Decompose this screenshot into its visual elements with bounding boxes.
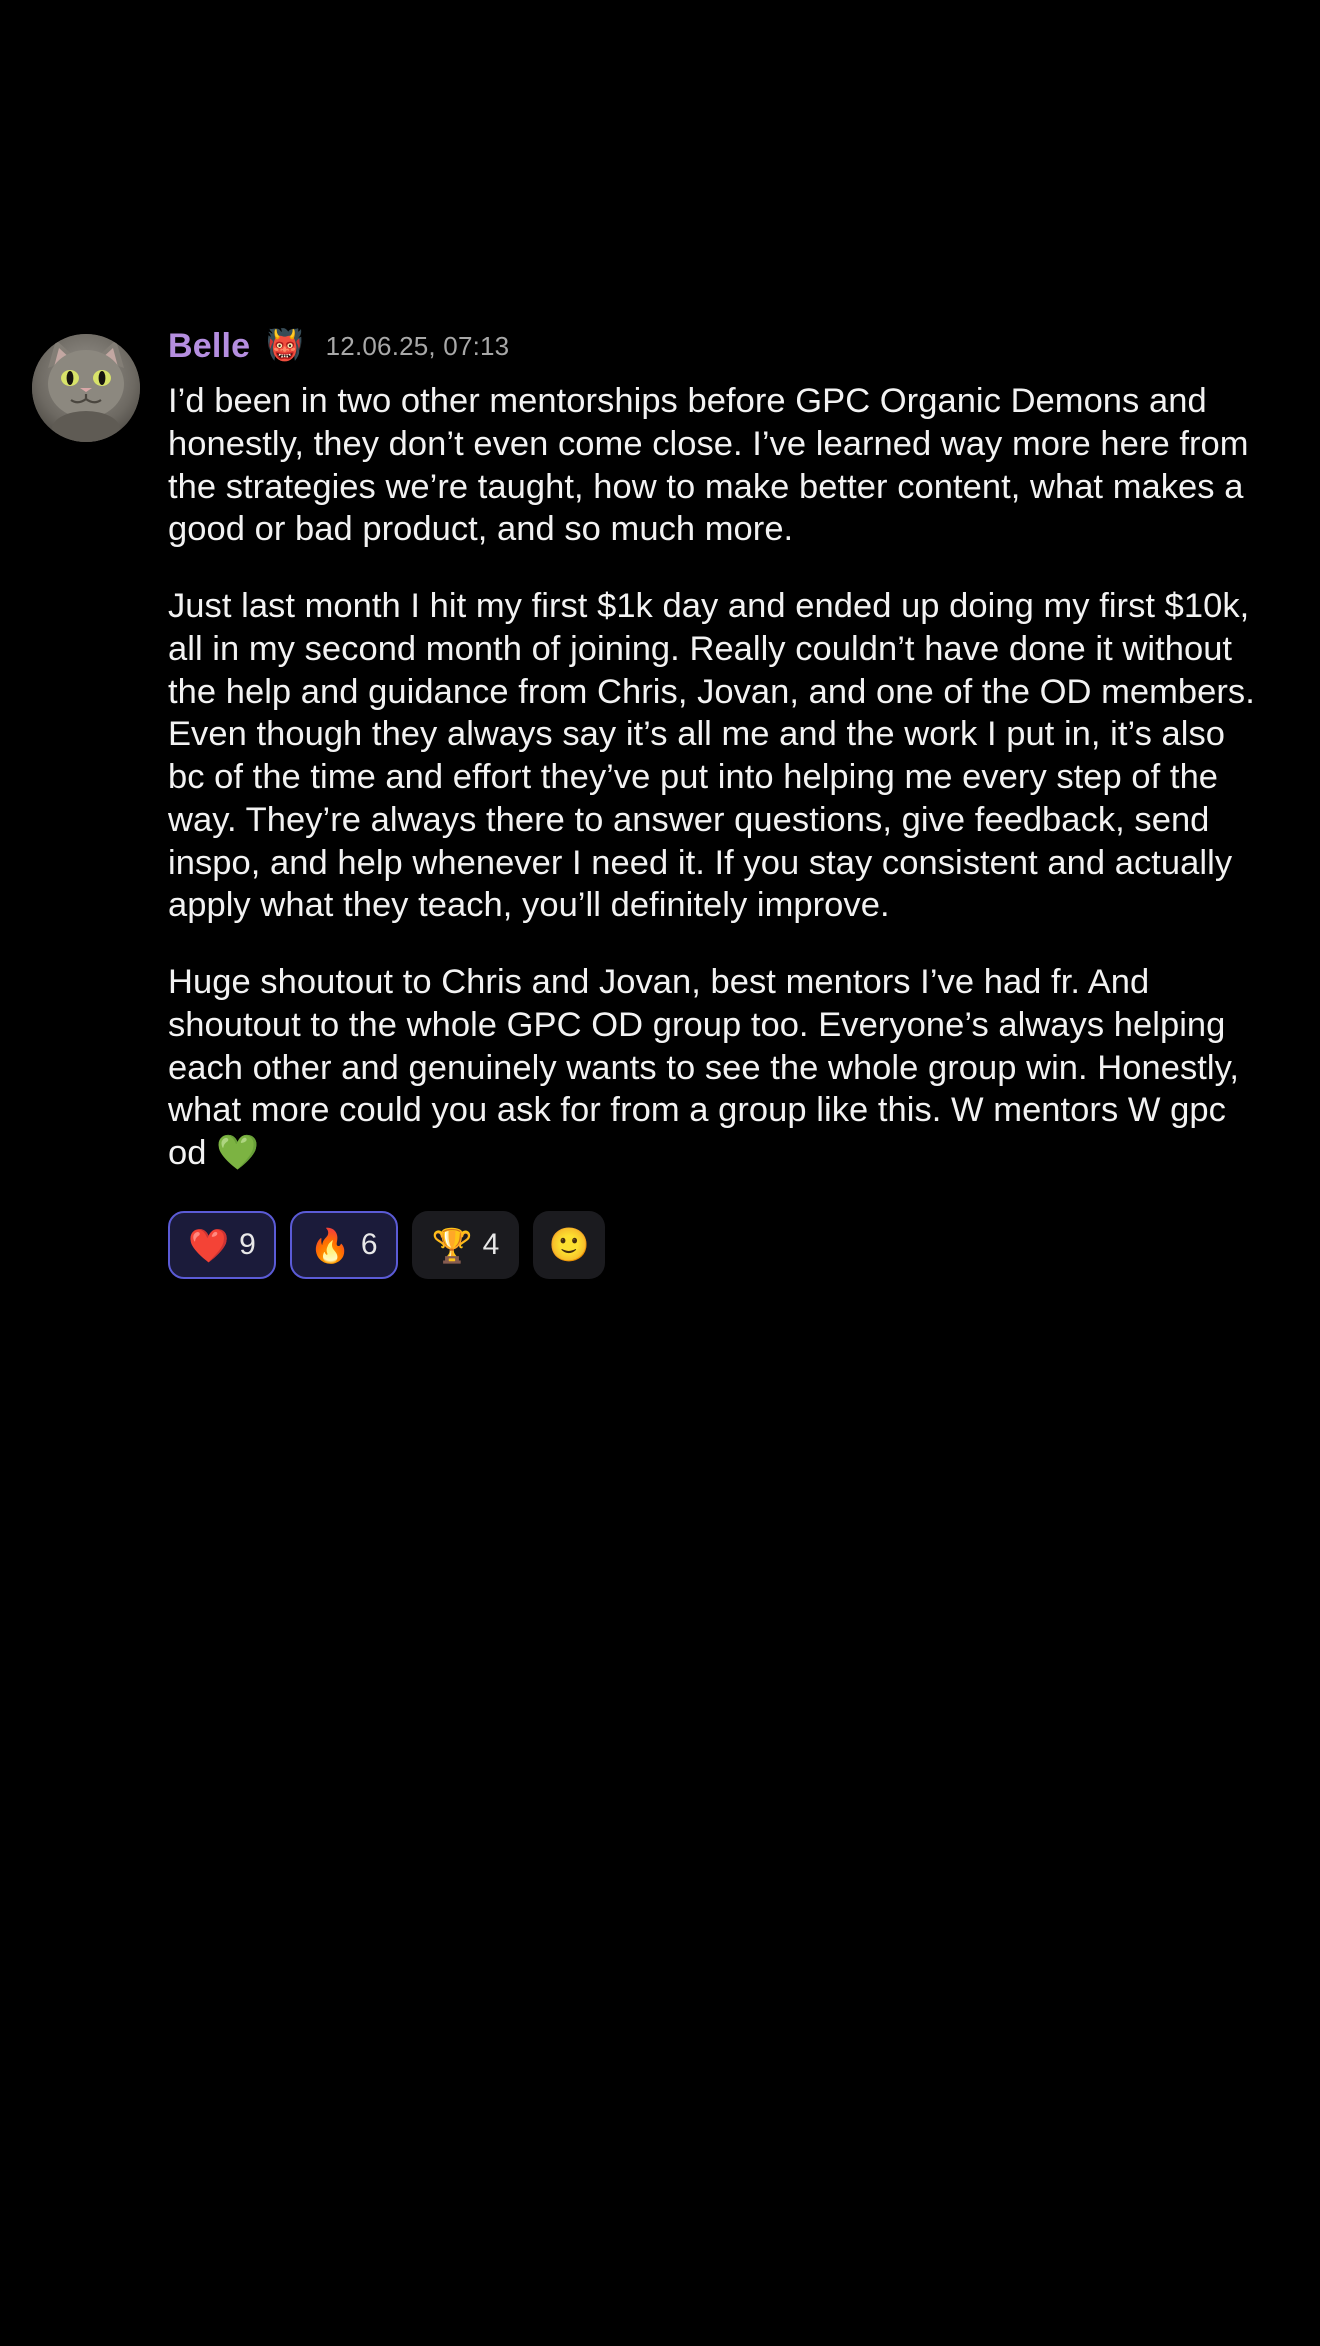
reaction-fire[interactable]: [290, 1211, 398, 1279]
avatar[interactable]: [32, 334, 140, 442]
reaction-heart[interactable]: [168, 1211, 276, 1279]
message-text: [168, 380, 1258, 1175]
demon-emoji-icon: 👹: [266, 329, 304, 362]
smiley-face-icon: 🙂: [548, 1225, 590, 1263]
message-paragraph: Just last month I hit my first $1k day and ended up doing my first $10k, all in my second month of joining. Really couldn’t have done it without the help and guidance from Chris, Jovan, and one of the OD members. Even though they always say it’s all me and the work I put in, it’s also bc of the time and effort they’ve put into helping me every step of the way. They’re always there to answer questions, give feedback, send inspo, and help whenever I need it. If you stay consistent and actually apply what they teach, you’ll definitely improve.: [168, 587, 1255, 925]
cat-avatar-image: [32, 334, 140, 442]
reaction-bar: [168, 1211, 1258, 1279]
message-timestamp: 12.06.25, 07:13: [325, 330, 510, 361]
message-paragraph: I’d been in two other mentorships before GPC Organic Demons and honestly, they don’t even come close. I’ve learned way more here from the strategies we’re taught, how to make better content, what makes a good or bad product, and so much more.: [168, 382, 1249, 549]
message-header: [168, 320, 1258, 372]
heart-icon: ❤️: [188, 1226, 230, 1264]
reaction-count: 4: [482, 1228, 500, 1262]
add-reaction-button[interactable]: [533, 1211, 605, 1279]
fire-icon: 🔥: [309, 1226, 351, 1264]
reaction-trophy[interactable]: [412, 1211, 520, 1279]
trophy-icon: 🏆: [431, 1226, 473, 1264]
message-paragraph: Huge shoutout to Chris and Jovan, best mentors I’ve had fr. And shoutout to the whole GPC OD group too. Everyone’s always helping each other and genuinely wants to see the whole group win. Honestly, what more could you ask for from a group like this. W mentors W gpc od 💚: [168, 963, 1240, 1173]
reaction-count: 6: [360, 1228, 378, 1262]
chat-message[interactable]: [0, 320, 1320, 1279]
message-body: [168, 320, 1258, 1279]
author-name[interactable]: Belle: [168, 326, 251, 365]
reaction-count: 9: [239, 1228, 256, 1262]
